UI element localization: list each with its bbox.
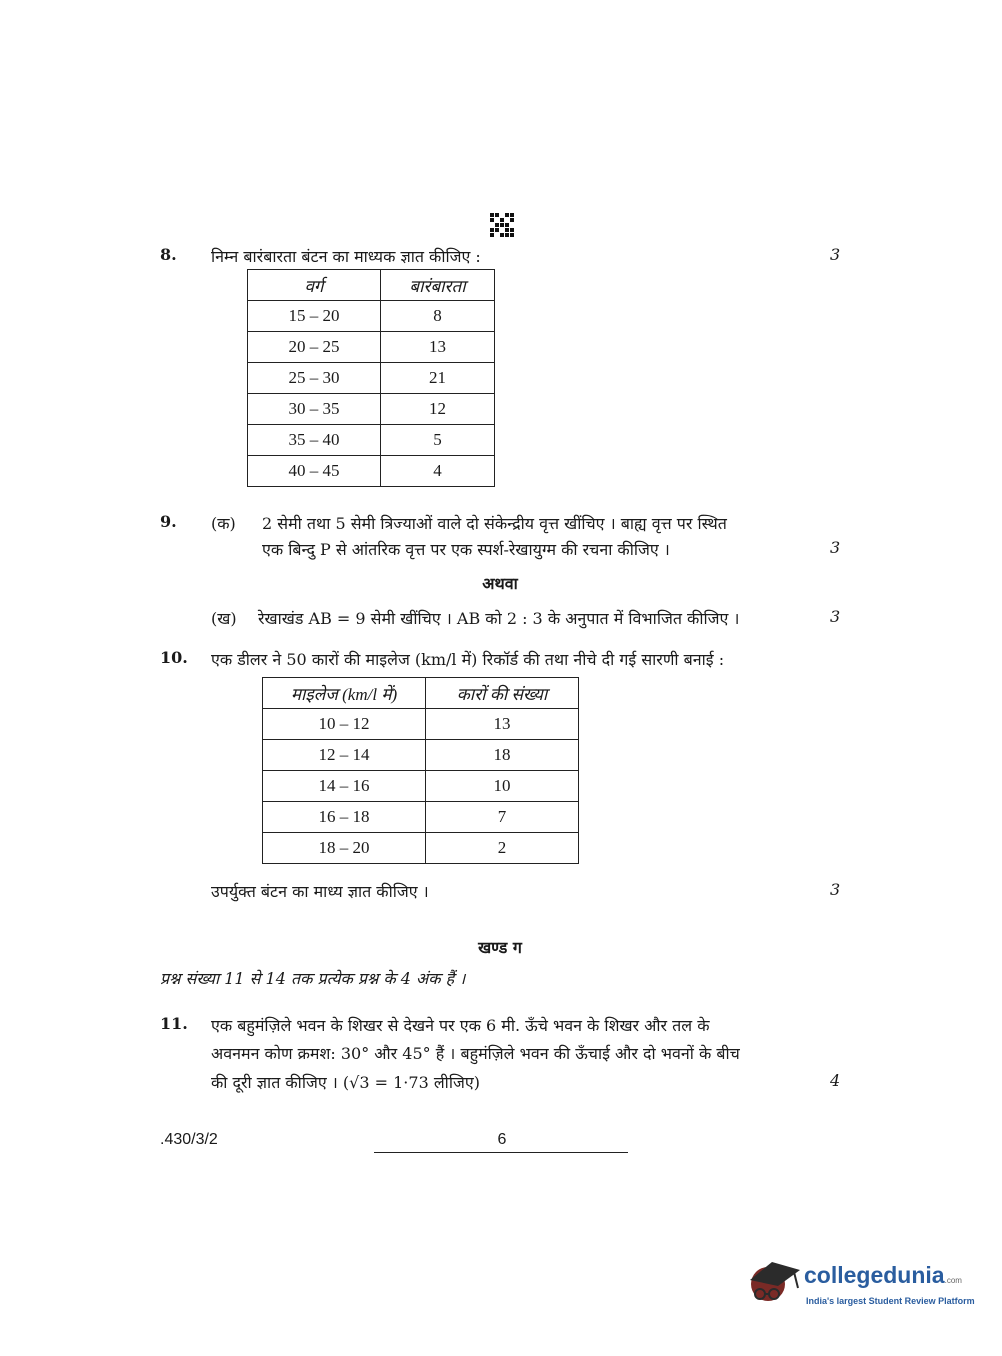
qr-code-icon	[490, 213, 514, 237]
table-cell: 12	[381, 394, 495, 425]
q10-marks: 3	[830, 880, 841, 899]
footer-page-number: 6	[497, 1131, 507, 1148]
table-row	[263, 740, 579, 771]
table-cell: 20 – 25	[248, 332, 381, 363]
q11-line1: एक बहुमंज़िले भवन के शिखर से देखने पर एक 6 मी. ऊँचे भवन के शिखर और तल के	[211, 1016, 710, 1035]
q9-number: 9.	[160, 512, 177, 531]
table-row	[263, 771, 579, 802]
table-row	[263, 802, 579, 833]
table-row	[248, 363, 495, 394]
q11-number: 11.	[160, 1014, 188, 1033]
q11-line2: अवनमन कोण क्रमश: 30° और 45° हैं । बहुमंज़िले भवन की ऊँचाई और दो भवनों के बीच	[211, 1044, 740, 1063]
table-row	[263, 709, 579, 740]
footer-rule	[374, 1152, 628, 1153]
table-row	[263, 833, 579, 864]
table-header: वर्ग	[248, 270, 381, 301]
table-cell: 21	[381, 363, 495, 394]
brand-logo-icon	[742, 1250, 804, 1308]
table-row	[248, 394, 495, 425]
section-title: खण्ड ग	[478, 938, 522, 957]
q9-part-a-label: (क)	[211, 514, 236, 533]
q11-marks: 4	[830, 1071, 841, 1090]
table-cell: 8	[381, 301, 495, 332]
q10-table	[262, 677, 579, 864]
table-cell: 16 – 18	[263, 802, 426, 833]
table-cell: 12 – 14	[263, 740, 426, 771]
brand-suffix: .com	[944, 1276, 962, 1285]
table-cell: 15 – 20	[248, 301, 381, 332]
q10-number: 10.	[160, 648, 188, 667]
table-cell: 7	[426, 802, 579, 833]
q9-part-a-marks: 3	[830, 538, 841, 557]
table-header: माइलेज (km/l में)	[263, 678, 426, 709]
q9-part-b-label: (ख)	[211, 609, 237, 628]
table-header: कारों की संख्या	[426, 678, 579, 709]
brand-name-text: collegedunia	[804, 1262, 945, 1288]
table-cell: 13	[381, 332, 495, 363]
section-instruction: प्रश्न संख्या 11 से 14 तक प्रत्येक प्रश्न के 4 अंक हैं ।	[160, 969, 466, 988]
q9-part-b-marks: 3	[830, 607, 841, 626]
table-cell: 30 – 35	[248, 394, 381, 425]
table-cell: 4	[381, 456, 495, 487]
table-cell: 18	[426, 740, 579, 771]
table-cell: 18 – 20	[263, 833, 426, 864]
q8-number: 8.	[160, 245, 177, 264]
q9-part-b-text: रेखाखंड AB = 9 सेमी खींचिए । AB को 2 : 3 के अनुपात में विभाजित कीजिए ।	[258, 609, 740, 628]
table-row	[248, 456, 495, 487]
table-cell: 35 – 40	[248, 425, 381, 456]
q9-part-a-line1: 2 सेमी तथा 5 सेमी त्रिज्याओं वाले दो संकेन्द्रीय वृत्त खींचिए । बाह्य वृत्त पर स्थित	[262, 514, 727, 533]
q8-text: निम्न बारंबारता बंटन का माध्यक ज्ञात कीजिए :	[211, 247, 481, 266]
table-cell: 5	[381, 425, 495, 456]
table-cell: 10	[426, 771, 579, 802]
table-cell: 13	[426, 709, 579, 740]
q8-table	[247, 269, 495, 487]
footer-code: .430/3/2	[160, 1131, 218, 1148]
q10-followup: उपर्युक्त बंटन का माध्य ज्ञात कीजिए ।	[211, 882, 429, 901]
q9-or: अथवा	[482, 574, 518, 593]
table-cell: 14 – 16	[263, 771, 426, 802]
table-header: बारंबारता	[381, 270, 495, 301]
table-cell: 10 – 12	[263, 709, 426, 740]
table-header-row	[248, 270, 495, 301]
table-header-row	[263, 678, 579, 709]
table-cell: 25 – 30	[248, 363, 381, 394]
brand-name	[804, 1262, 962, 1289]
table-cell: 2	[426, 833, 579, 864]
q9-part-a-line2: एक बिन्दु P से आंतरिक वृत्त पर एक स्पर्श-रेखायुग्म की रचना कीजिए ।	[262, 540, 670, 559]
table-cell: 40 – 45	[248, 456, 381, 487]
q8-marks: 3	[830, 245, 841, 264]
q11-line3: की दूरी ज्ञात कीजिए । (√3 = 1·73 लीजिए)	[211, 1073, 480, 1092]
brand-tagline: India's largest Student Review Platform	[806, 1296, 975, 1306]
table-row	[248, 425, 495, 456]
table-row	[248, 301, 495, 332]
table-row	[248, 332, 495, 363]
q10-text: एक डीलर ने 50 कारों की माइलेज (km/l में) रिकॉर्ड की तथा नीचे दी गई सारणी बनाई :	[211, 650, 725, 669]
